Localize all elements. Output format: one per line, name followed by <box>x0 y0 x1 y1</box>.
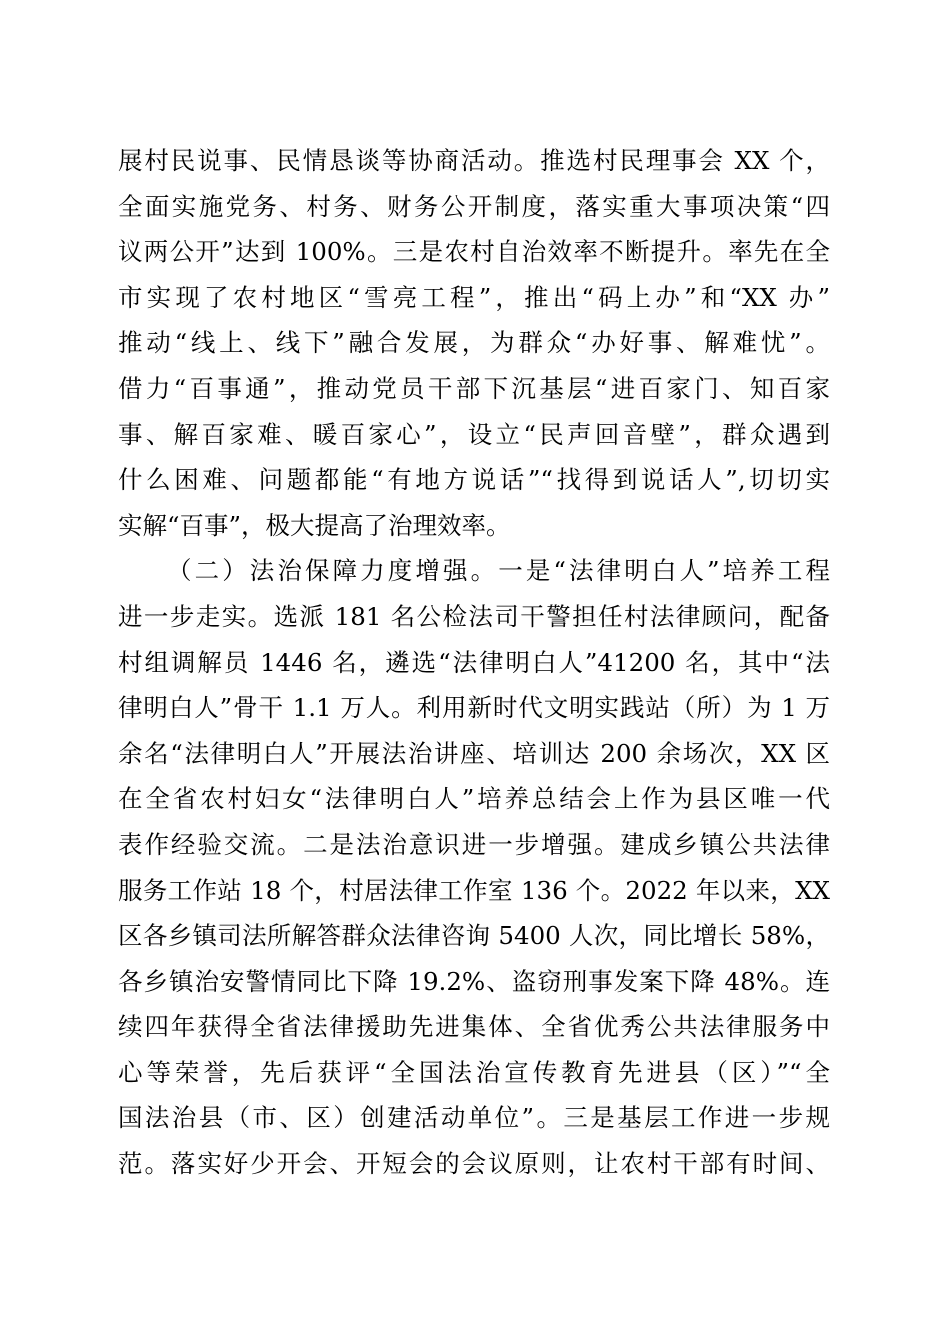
text-line: 范。落实好少开会、开短会的会议原则，让农村干部有时间、 <box>118 1149 830 1179</box>
text-line: 余名“法律明白人”开展法治讲座、培训达 200 余场次，XX 区 <box>118 738 830 768</box>
body-text <box>118 138 830 1187</box>
text-line: 什么困难、问题都能“有地方说话”“找得到说话人”,切切实 <box>118 465 830 495</box>
text-line: 区各乡镇司法所解答群众法律咨询 5400 人次，同比增长 58%， <box>118 921 830 951</box>
text-line: 推动“线上、线下”融合发展，为群众“办好事、解难忧”。 <box>118 328 830 358</box>
text-line: 在全省农村妇女“法律明白人”培养总结会上作为县区唯一代 <box>118 784 830 814</box>
text-line: 进一步走实。选派 181 名公检法司干警担任村法律顾问，配备 <box>118 601 830 631</box>
text-line: 服务工作站 18 个，村居法律工作室 136 个。2022 年以来，XX <box>118 875 830 905</box>
text-line: 各乡镇治安警情同比下降 19.2%、盗窃刑事发案下降 48%。连 <box>118 966 830 996</box>
text-line: 村组调解员 1446 名，遴选“法律明白人”41200 名，其中“法 <box>118 647 830 677</box>
text-line: 续四年获得全省法律援助先进集体、全省优秀公共法律服务中 <box>118 1012 830 1042</box>
text-line: 心等荣誉，先后获评“全国法治宣传教育先进县（区）”“全 <box>118 1057 830 1087</box>
text-line: 国法治县（市、区）创建活动单位”。三是基层工作进一步规 <box>118 1103 830 1133</box>
section-heading-line: （二）法治保障力度增强。一是“法律明白人”培养工程 <box>167 556 830 586</box>
text-line: 借力“百事通”，推动党员干部下沉基层“进百家门、知百家 <box>118 373 830 403</box>
text-line: 展村民说事、民情恳谈等协商活动。推选村民理事会 XX 个， <box>118 146 830 175</box>
text-line: 市实现了农村地区“雪亮工程”，推出“码上办”和“XX 办” <box>118 282 830 312</box>
text-line: 议两公开”达到 100%。三是农村自治效率不断提升。率先在全 <box>118 237 830 267</box>
text-line: 事、解百家难、暖百家心”，设立“民声回音壁”，群众遇到 <box>118 419 830 449</box>
text-line: 全面实施党务、村务、财务公开制度，落实重大事项决策“四 <box>118 191 830 221</box>
text-line: 律明白人”骨干 1.1 万人。利用新时代文明实践站（所）为 1 万 <box>118 693 830 723</box>
text-line: 实解“百事”，极大提高了治理效率。 <box>118 510 511 540</box>
text-line: 表作经验交流。二是法治意识进一步增强。建成乡镇公共法律 <box>118 829 830 859</box>
